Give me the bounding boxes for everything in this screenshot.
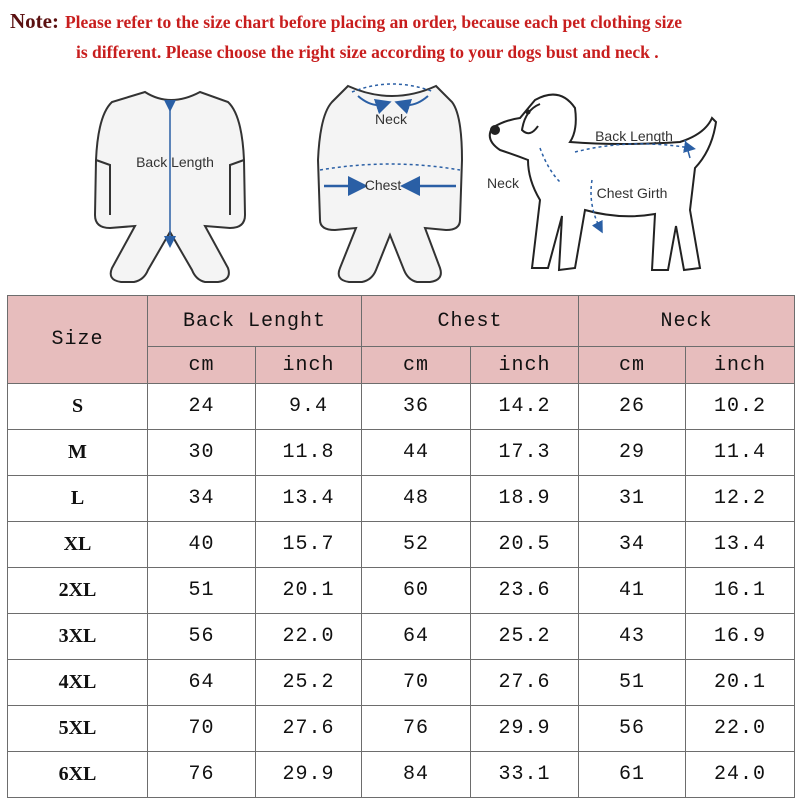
measurement-cell: 60 — [362, 568, 471, 614]
measurement-cell: 64 — [148, 660, 256, 706]
back-neck-label: Neck — [375, 111, 407, 127]
measurement-cell: 9.4 — [256, 384, 362, 430]
measurement-cell: 12.2 — [686, 476, 795, 522]
measurement-cell: 44 — [362, 430, 471, 476]
measurement-cell: 13.4 — [686, 522, 795, 568]
measurement-cell: 33.1 — [471, 752, 579, 798]
table-row — [8, 430, 795, 476]
table-row — [8, 614, 795, 660]
dog-drawing — [490, 95, 716, 270]
dog-back-length-label: Back Length — [595, 128, 673, 144]
measurement-cell: 20.1 — [256, 568, 362, 614]
size-header: Size — [8, 296, 148, 384]
measurement-cell: 10.2 — [686, 384, 795, 430]
table-row — [8, 752, 795, 798]
measurement-cell: 51 — [579, 660, 686, 706]
header-row-groups — [8, 296, 795, 347]
table-row — [8, 660, 795, 706]
measurement-cell: 23.6 — [471, 568, 579, 614]
unit-header: cm — [362, 347, 471, 384]
unit-header: inch — [686, 347, 795, 384]
size-cell: 6XL — [8, 752, 148, 798]
measurement-cell: 13.4 — [256, 476, 362, 522]
measurement-cell: 24.0 — [686, 752, 795, 798]
size-cell: M — [8, 430, 148, 476]
measurement-cell: 40 — [148, 522, 256, 568]
measurement-cell: 29.9 — [256, 752, 362, 798]
measurement-cell: 34 — [579, 522, 686, 568]
back-chest-label: Chest — [364, 177, 402, 193]
table-row — [8, 522, 795, 568]
measurement-cell: 56 — [579, 706, 686, 752]
measurement-cell: 24 — [148, 384, 256, 430]
dog-chest-girth-label: Chest Girth — [596, 185, 668, 201]
measurement-cell: 41 — [579, 568, 686, 614]
measurement-cell: 76 — [148, 752, 256, 798]
measurement-cell: 16.1 — [686, 568, 795, 614]
chest-header: Chest — [362, 296, 579, 347]
measurement-cell: 22.0 — [686, 706, 795, 752]
measurement-cell: 51 — [148, 568, 256, 614]
table-row — [8, 384, 795, 430]
measurement-cell: 20.1 — [686, 660, 795, 706]
measurement-cell: 11.8 — [256, 430, 362, 476]
measurement-cell: 11.4 — [686, 430, 795, 476]
size-cell: 2XL — [8, 568, 148, 614]
unit-header: cm — [148, 347, 256, 384]
size-cell: 4XL — [8, 660, 148, 706]
measurement-cell: 26 — [579, 384, 686, 430]
unit-header: cm — [579, 347, 686, 384]
measurement-cell: 48 — [362, 476, 471, 522]
measurement-cell: 14.2 — [471, 384, 579, 430]
measurement-cell: 17.3 — [471, 430, 579, 476]
back-length-header: Back Lenght — [148, 296, 362, 347]
table-row — [8, 706, 795, 752]
measurement-illustrations — [0, 80, 800, 295]
note-line-2: is different. Please choose the right size according to your dogs bust and neck . — [76, 42, 659, 62]
size-chart-table — [7, 295, 795, 798]
measurement-cell: 15.7 — [256, 522, 362, 568]
measurement-cell: 29 — [579, 430, 686, 476]
measurement-cell: 25.2 — [256, 660, 362, 706]
measurement-cell: 56 — [148, 614, 256, 660]
measurement-cell: 18.9 — [471, 476, 579, 522]
size-cell: 5XL — [8, 706, 148, 752]
measurement-cell: 43 — [579, 614, 686, 660]
measurement-cell: 84 — [362, 752, 471, 798]
neck-header: Neck — [579, 296, 795, 347]
table-row — [8, 476, 795, 522]
unit-header: inch — [256, 347, 362, 384]
note-label: Note: — [10, 9, 59, 33]
table-row — [8, 568, 795, 614]
front-back-length-label: Back Length — [136, 154, 214, 170]
size-cell: L — [8, 476, 148, 522]
unit-header: inch — [471, 347, 579, 384]
measurement-cell: 76 — [362, 706, 471, 752]
size-cell: XL — [8, 522, 148, 568]
measurement-cell: 27.6 — [256, 706, 362, 752]
measurement-cell: 16.9 — [686, 614, 795, 660]
measurement-cell: 70 — [148, 706, 256, 752]
size-cell: S — [8, 384, 148, 430]
measurement-cell: 64 — [362, 614, 471, 660]
measurement-cell: 30 — [148, 430, 256, 476]
measurement-cell: 27.6 — [471, 660, 579, 706]
measurement-cell: 52 — [362, 522, 471, 568]
measurement-cell: 20.5 — [471, 522, 579, 568]
size-note — [10, 6, 795, 67]
measurement-cell: 31 — [579, 476, 686, 522]
measurement-cell: 36 — [362, 384, 471, 430]
measurement-cell: 22.0 — [256, 614, 362, 660]
measurement-cell: 34 — [148, 476, 256, 522]
size-cell: 3XL — [8, 614, 148, 660]
note-line-1: Please refer to the size chart before placing an order, because each pet clothing size — [64, 12, 683, 32]
measurement-cell: 25.2 — [471, 614, 579, 660]
dog-neck-label: Neck — [487, 175, 519, 191]
measurement-cell: 29.9 — [471, 706, 579, 752]
measurement-cell: 61 — [579, 752, 686, 798]
measurement-cell: 70 — [362, 660, 471, 706]
